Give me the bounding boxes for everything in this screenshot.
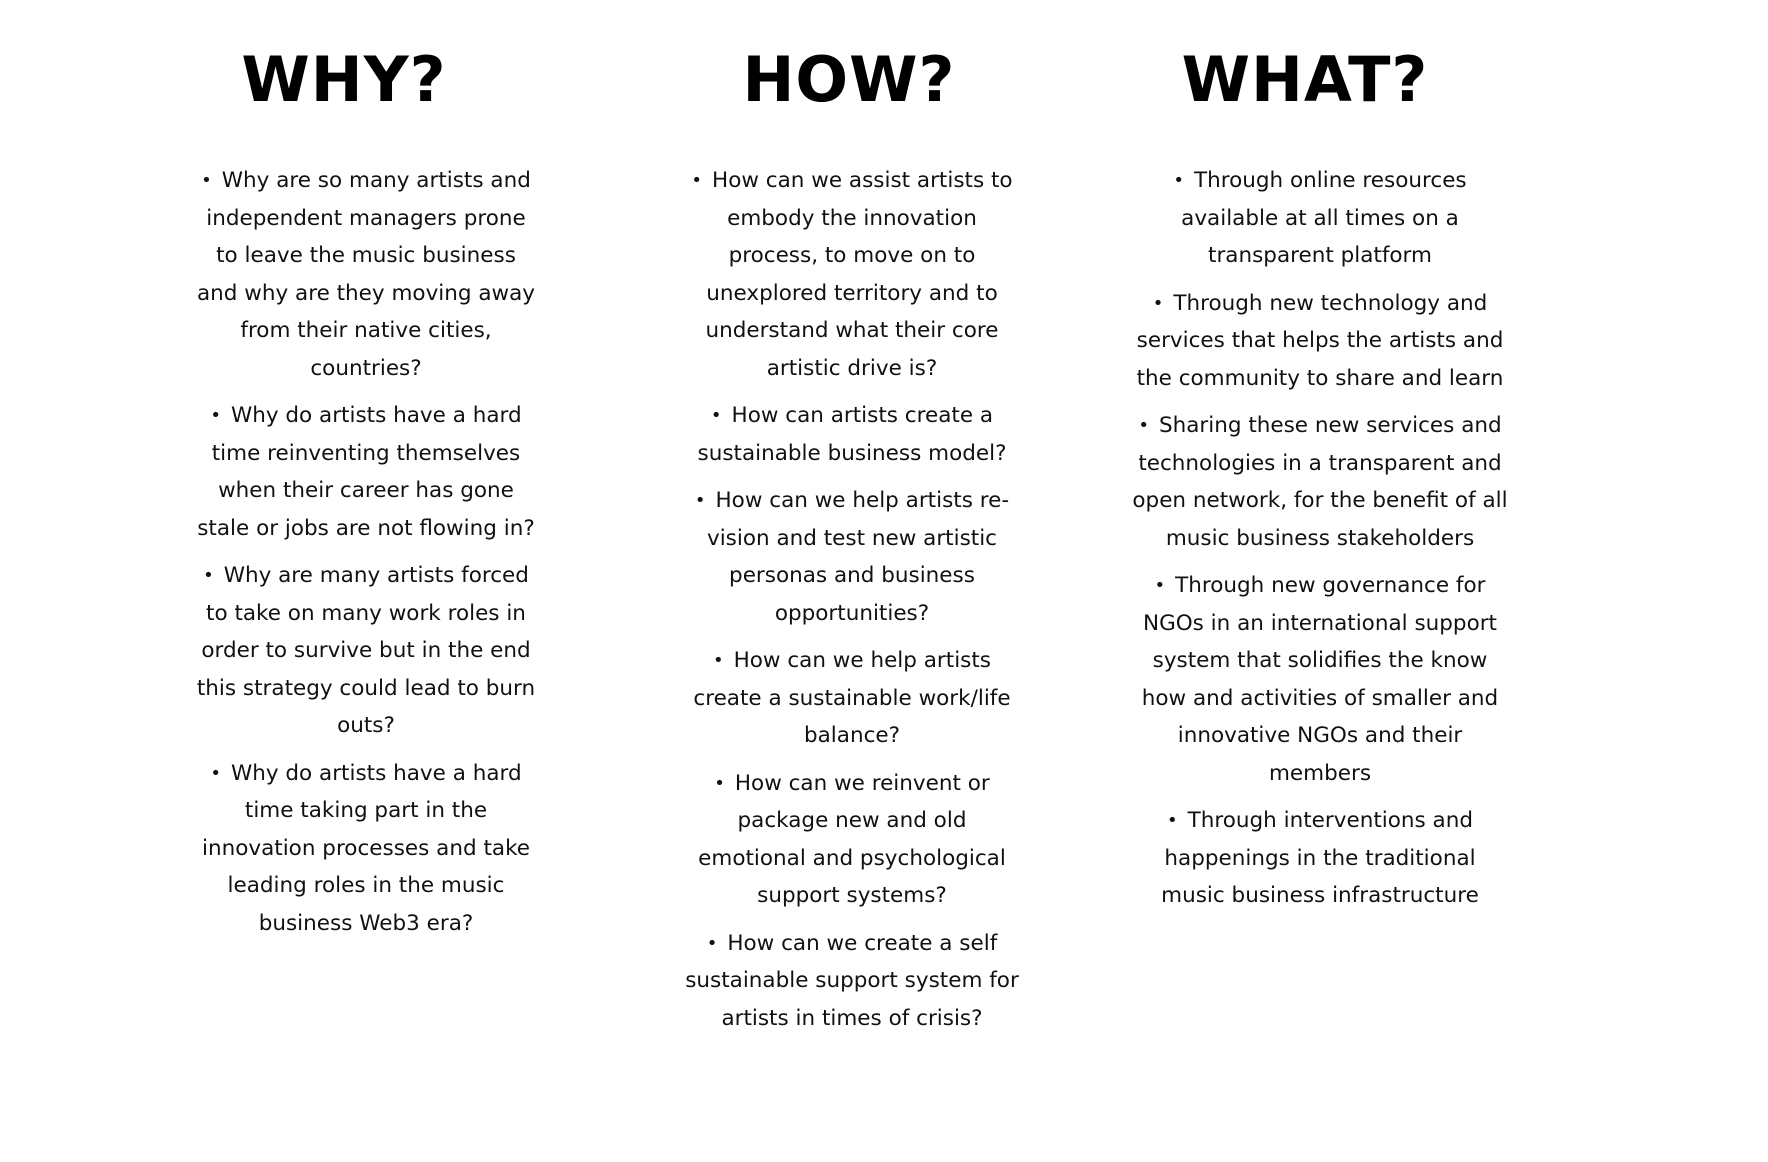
how-column <box>682 40 1022 1047</box>
what-item-1 <box>1130 162 1510 275</box>
bullet-icon: • <box>1138 415 1149 436</box>
what-item-3-text: Sharing these new services and technologies in a transparent and open network, for the benefit of all music business stakeholders <box>1132 413 1508 551</box>
why-heading: WHY? <box>241 43 447 116</box>
bullet-icon: • <box>1173 170 1184 191</box>
bullet-icon: • <box>210 762 221 784</box>
why-list <box>196 162 536 942</box>
how-item-2-text: How can artists create a sustainable business model? <box>697 403 1007 466</box>
how-item-1 <box>682 162 1022 387</box>
why-item-4-text: Why do artists have a hard time taking part in the innovation processes and take leading roles in the music business Web3 era? <box>202 760 530 936</box>
what-item-2-text: Through new technology and services that helps the artists and the community to share and learn <box>1136 290 1504 391</box>
bullet-icon: • <box>1167 810 1178 831</box>
bullet-icon: • <box>691 170 703 191</box>
how-item-4 <box>682 642 1022 755</box>
how-item-6 <box>682 925 1022 1038</box>
bullet-icon: • <box>201 170 212 191</box>
bullet-icon: • <box>712 650 724 671</box>
bullet-icon: • <box>1152 292 1164 314</box>
bullet-icon: • <box>1154 575 1166 596</box>
how-item-2 <box>682 397 1022 472</box>
bullet-icon: • <box>706 932 718 954</box>
bullet-icon: • <box>694 490 706 511</box>
bullet-icon: • <box>714 772 725 794</box>
bullet-icon: • <box>203 565 214 586</box>
what-item-1-text: Through online resources available at all times on a transparent platform <box>1181 168 1467 268</box>
bullet-icon: • <box>210 405 221 426</box>
what-item-5 <box>1130 802 1510 915</box>
why-item-3-text: Why are many artists forced to take on many work roles in order to survive but in the end this strategy could lead to burn outs? <box>196 563 536 738</box>
what-item-4 <box>1130 567 1510 792</box>
how-item-3 <box>682 482 1022 632</box>
what-item-4-text: Through new governance for NGOs in an international support system that solidifies the know how and activities of smaller and innovative NGOs and their members <box>1141 573 1499 786</box>
how-item-5 <box>682 765 1022 915</box>
why-item-2 <box>196 397 536 547</box>
how-item-3-text: How can we help artists re-vision and test new artistic personas and business opportunities? <box>706 488 1010 626</box>
bullet-icon: • <box>710 405 722 426</box>
why-item-1 <box>196 162 536 387</box>
how-item-6-text: How can we create a self sustainable support system for artists in times of crisis? <box>685 930 1019 1031</box>
how-list <box>682 162 1022 1037</box>
why-item-3 <box>196 557 536 745</box>
what-list <box>1130 162 1510 915</box>
how-heading: HOW? <box>742 43 956 116</box>
how-item-1-text: How can we assist artists to embody the innovation process, to move on to unexplored territory and to understand what their core artistic drive is? <box>705 168 1013 381</box>
why-column <box>196 40 536 952</box>
what-item-2 <box>1130 285 1510 398</box>
what-heading: WHAT? <box>1181 43 1429 116</box>
how-item-4-text: How can we help artists create a sustainable work/life balance? <box>693 648 1011 748</box>
why-item-2-text: Why do artists have a hard time reinventing themselves when their career has gone stale or jobs are not flowing in? <box>197 403 535 541</box>
what-item-3 <box>1130 407 1510 557</box>
why-item-1-text: Why are so many artists and independent managers prone to leave the music business and why are they moving away from their native cities, countries? <box>196 168 536 381</box>
why-item-4 <box>196 755 536 943</box>
what-item-5-text: Through interventions and happenings in the traditional music business infrastructure <box>1161 808 1479 908</box>
how-item-5-text: How can we reinvent or package new and old emotional and psychological support systems? <box>698 770 1006 908</box>
what-column <box>1130 40 1510 925</box>
